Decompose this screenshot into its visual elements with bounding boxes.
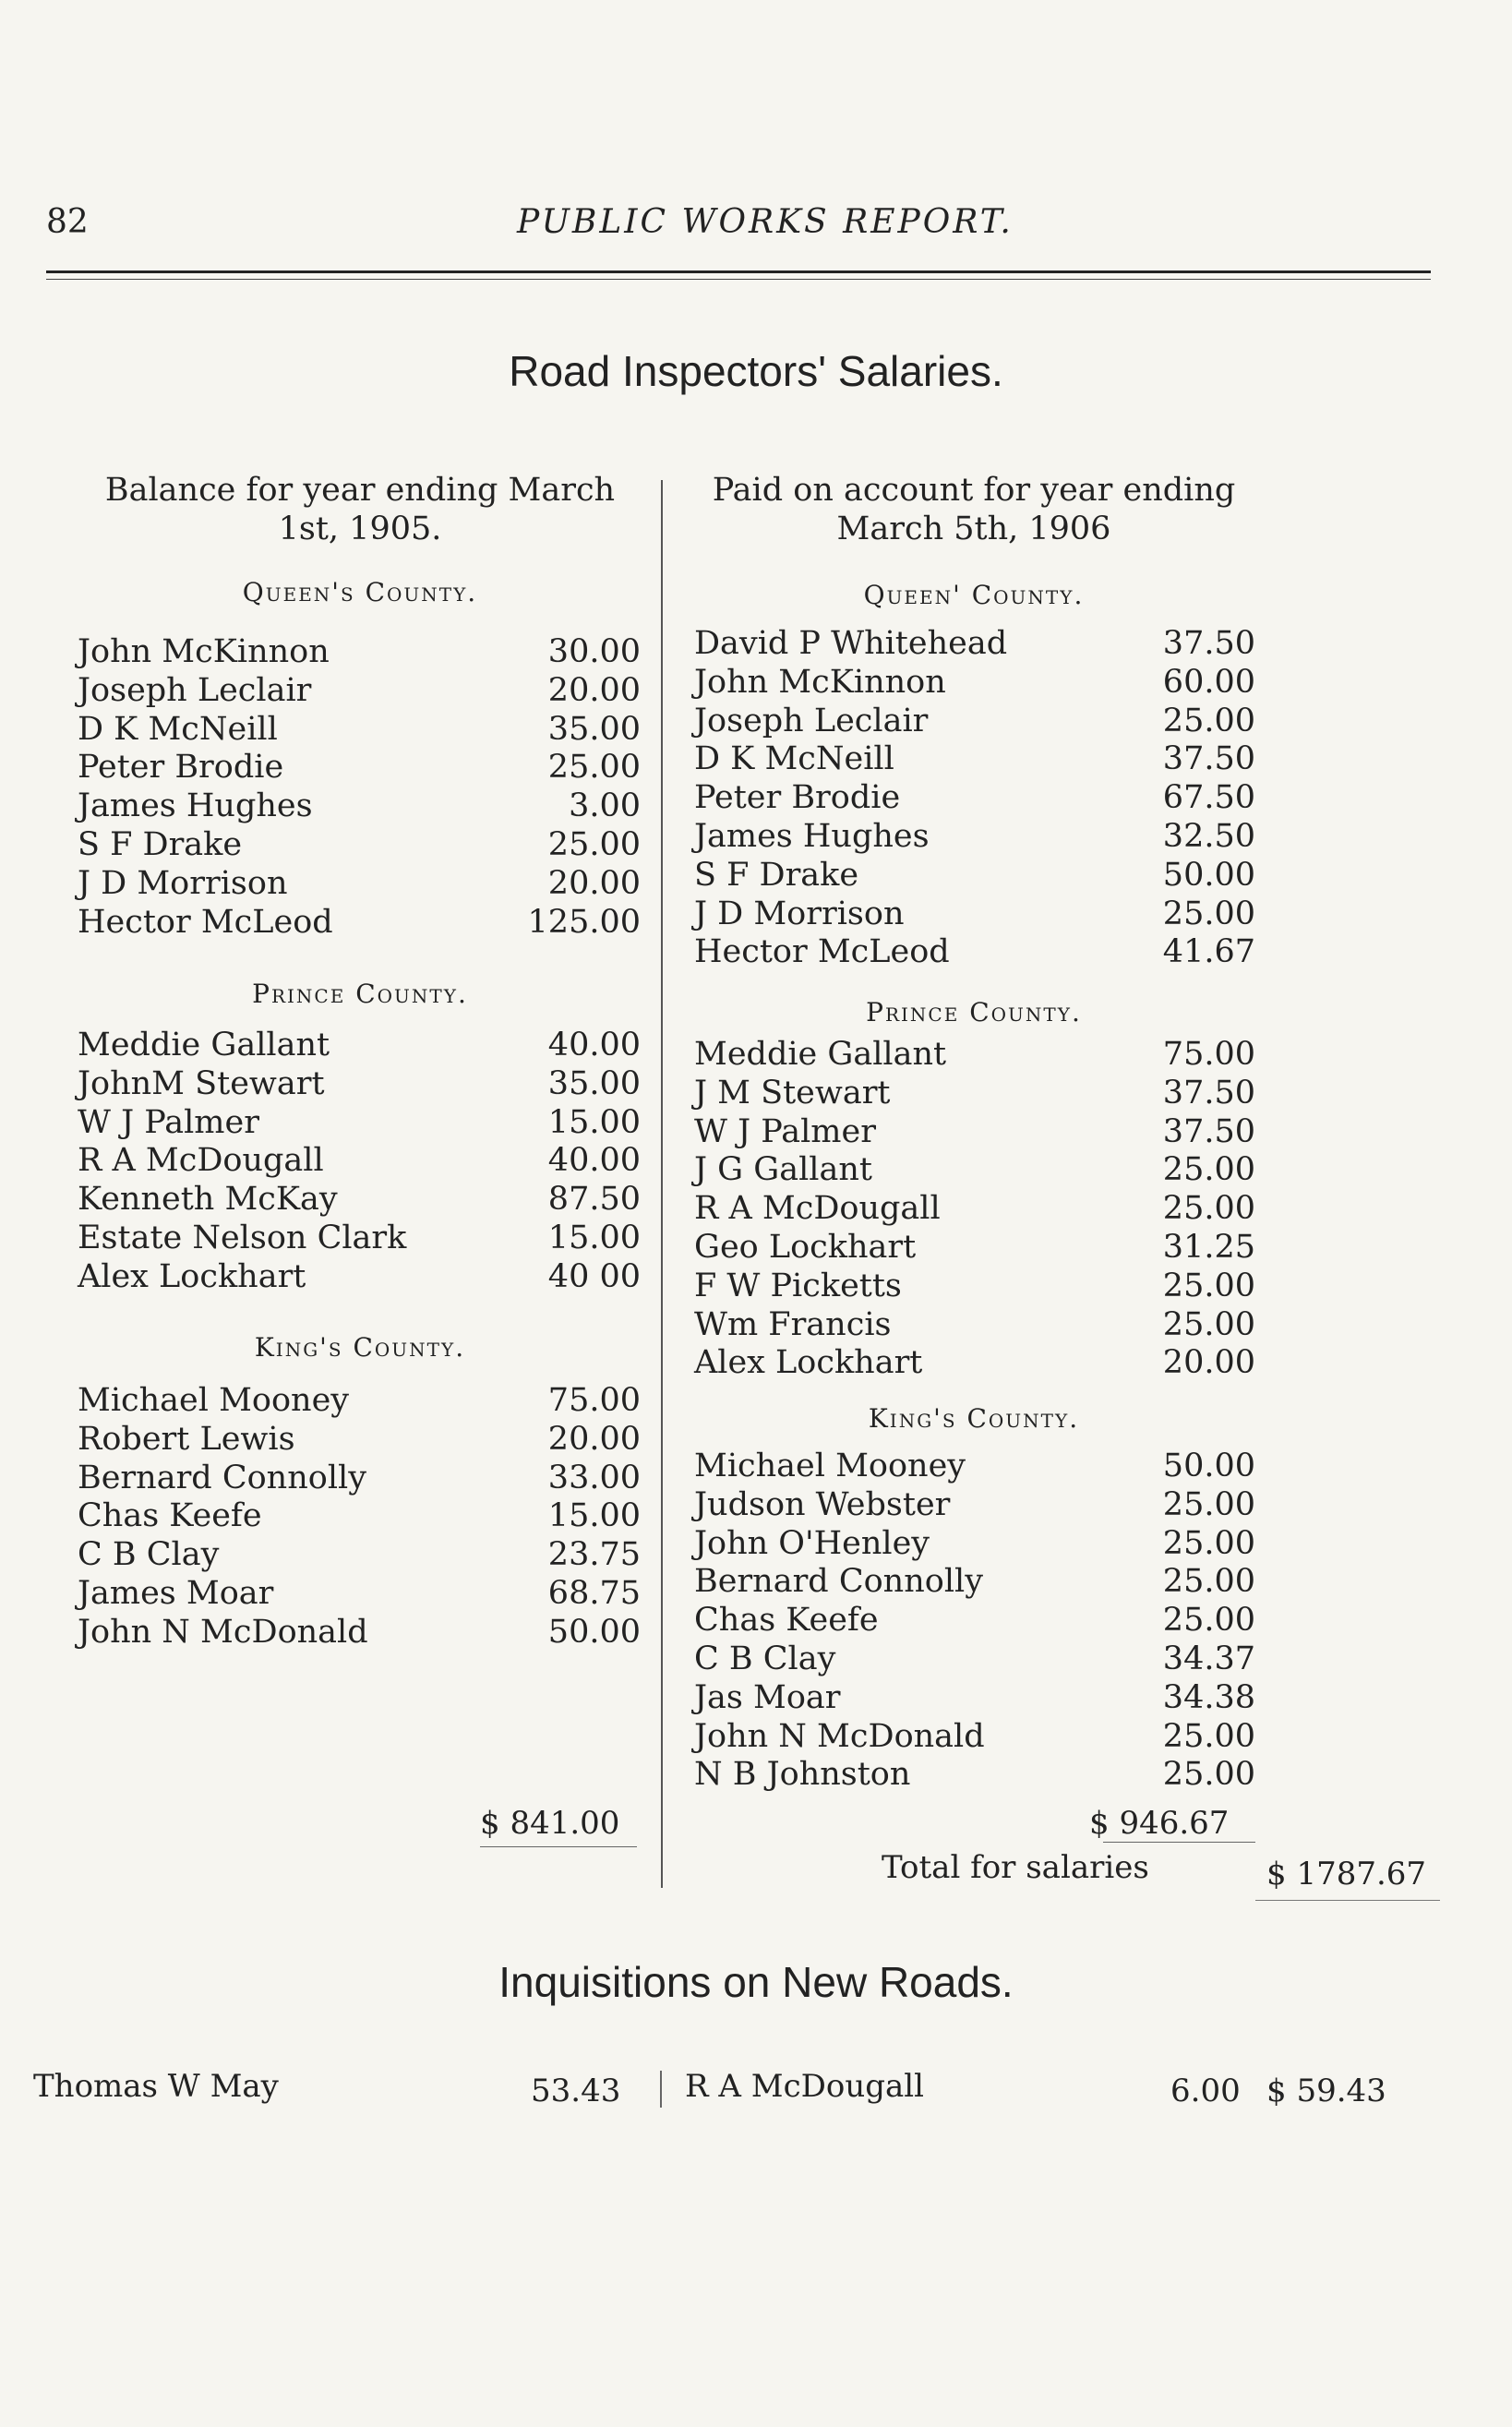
list-item: W J Palmer 37.50 [694, 1112, 1255, 1150]
inquisition-name-1: Thomas W May [33, 2068, 279, 2105]
list-item: F W Picketts 25.00 [694, 1267, 1255, 1304]
list-item: David P Whitehead 37.50 [694, 625, 1255, 662]
header-rule-thin [46, 279, 1431, 280]
section-title-inquisitions: Inquisitions on New Roads. [498, 1958, 1014, 2006]
list-item: Hector McLeod 125.00 [78, 903, 641, 941]
list-item: R A McDougall 25.00 [694, 1190, 1255, 1228]
list-item: Joseph Leclair 20.00 [78, 671, 641, 709]
list-item: Chas Keefe 25.00 [694, 1602, 1255, 1640]
grand-total-underline [1255, 1900, 1440, 1901]
list-item: Michael Mooney 50.00 [694, 1448, 1255, 1484]
left-kings-list [78, 1382, 641, 1652]
list-item: N B Johnston 25.00 [694, 1756, 1255, 1794]
section-title-salaries: Road Inspectors' Salaries. [509, 347, 1003, 395]
list-item: Robert Lewis 20.00 [78, 1420, 641, 1458]
list-item: Kenneth McKay 87.50 [78, 1181, 641, 1219]
right-prince-list [694, 1036, 1255, 1383]
right-total-underline [1103, 1842, 1255, 1843]
list-item: C B Clay 23.75 [78, 1536, 641, 1574]
left-total-underline [480, 1846, 637, 1847]
list-item: John N McDonald 25.00 [694, 1717, 1255, 1755]
list-item: Estate Nelson Clark 15.00 [78, 1219, 641, 1256]
list-item: Judson Webster 25.00 [694, 1485, 1255, 1523]
list-item: S F Drake 25.00 [78, 825, 641, 863]
left-total: $ 841.00 [480, 1805, 620, 1842]
list-item: Chas Keefe 15.00 [78, 1497, 641, 1535]
list-item: Geo Lockhart 31.25 [694, 1228, 1255, 1266]
list-item: Meddie Gallant 40.00 [78, 1027, 641, 1063]
header-rule [46, 270, 1431, 273]
list-item: J D Morrison 25.00 [694, 895, 1255, 932]
list-item: D K McNeill 35.00 [78, 710, 641, 748]
list-item: James Moar 68.75 [78, 1574, 641, 1612]
grand-total-label: Total for salaries [882, 1849, 1149, 1886]
list-item: D K McNeill 37.50 [694, 740, 1255, 778]
left-intro: Balance for year ending March 1st, 1905. [104, 472, 616, 547]
list-item: Meddie Gallant 75.00 [694, 1036, 1255, 1073]
right-kings-heading: King's County. [868, 1403, 1080, 1434]
left-kings-heading: King's County. [254, 1332, 466, 1363]
list-item: C B Clay 34.37 [694, 1640, 1255, 1677]
list-item: James Hughes 3.00 [78, 787, 641, 825]
list-item: Peter Brodie 25.00 [78, 749, 641, 787]
running-title: PUBLIC WORKS REPORT. [517, 203, 1014, 241]
list-item: Wm Francis 25.00 [694, 1305, 1255, 1343]
inquisition-total: $ 59.43 [1266, 2073, 1386, 2109]
list-item: J D Morrison 20.00 [78, 864, 641, 902]
list-item: John O'Henley 25.00 [694, 1524, 1255, 1562]
inquisition-divider [660, 2071, 662, 2108]
right-total: $ 946.67 [1089, 1805, 1230, 1842]
left-prince-list [78, 1027, 641, 1297]
list-item: Bernard Connolly 25.00 [694, 1563, 1255, 1601]
inquisition-amount-1: 53.43 [531, 2073, 621, 2109]
list-item: James Hughes 32.50 [694, 817, 1255, 855]
inquisition-name-2: R A McDougall [685, 2068, 925, 2105]
list-item: John McKinnon 30.00 [78, 633, 641, 670]
right-intro: Paid on account for year ending March 5th, 1906 [712, 472, 1236, 547]
list-item: Alex Lockhart 20.00 [694, 1344, 1255, 1382]
grand-total: $ 1787.67 [1266, 1856, 1427, 1892]
list-item: John N McDonald 50.00 [78, 1613, 641, 1651]
left-queens-heading: Queen's County. [242, 577, 478, 607]
inquisition-amount-2: 6.00 [1170, 2073, 1241, 2109]
column-divider [661, 480, 663, 1888]
list-item: S F Drake 50.00 [694, 856, 1255, 894]
right-kings-list [694, 1448, 1255, 1795]
list-item: Jas Moar 34.38 [694, 1678, 1255, 1716]
list-item: J M Stewart 37.50 [694, 1074, 1255, 1111]
list-item: Bernard Connolly 33.00 [78, 1459, 641, 1496]
left-prince-heading: Prince County. [252, 979, 468, 1009]
list-item: Hector McLeod 41.67 [694, 933, 1255, 971]
list-item: John McKinnon 60.00 [694, 663, 1255, 701]
list-item: W J Palmer 15.00 [78, 1103, 641, 1141]
list-item: Alex Lockhart 40 00 [78, 1257, 641, 1295]
left-queens-list [78, 633, 641, 942]
right-queens-list [694, 625, 1255, 972]
list-item: Peter Brodie 67.50 [694, 779, 1255, 817]
page-number: 82 [46, 203, 89, 241]
list-item: Michael Mooney 75.00 [78, 1382, 641, 1419]
list-item: J G Gallant 25.00 [694, 1151, 1255, 1189]
right-queens-heading: Queen' County. [863, 580, 1085, 610]
list-item: R A McDougall 40.00 [78, 1142, 641, 1180]
list-item: JohnM Stewart 35.00 [78, 1064, 641, 1102]
right-prince-heading: Prince County. [866, 997, 1082, 1027]
list-item: Joseph Leclair 25.00 [694, 702, 1255, 739]
